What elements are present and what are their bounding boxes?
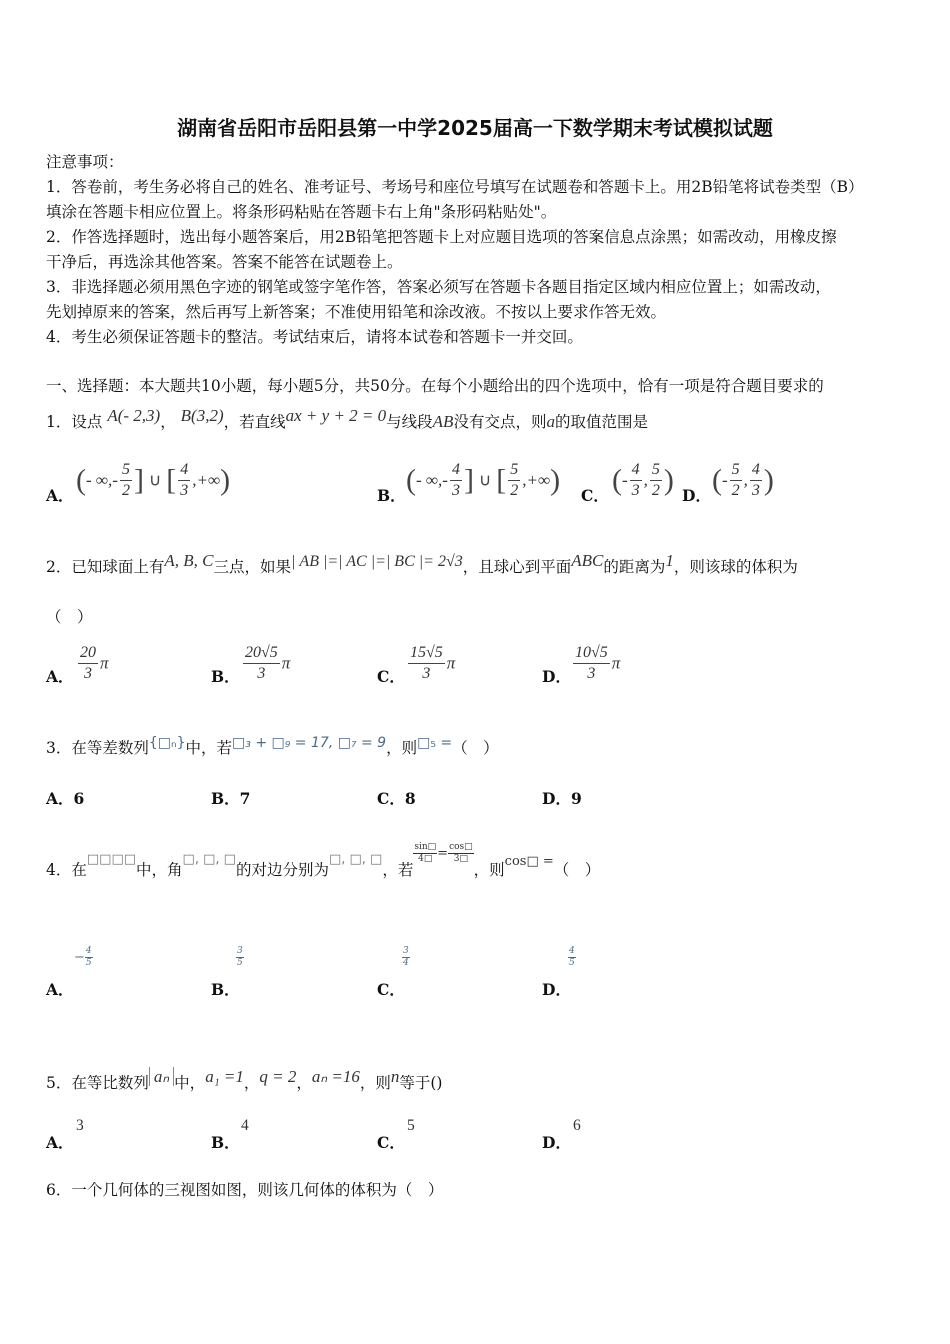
q3-number: 3． [46, 739, 72, 757]
q4-option-c-label: C． [377, 980, 405, 999]
q1-text-3: 与线段 [386, 413, 433, 431]
question-2 [46, 551, 798, 577]
q2-condition: | AB |=| AC |=| BC |= 2√3 [291, 553, 463, 570]
q5-an: aₙ =16 [311, 1067, 360, 1086]
q1-text: 设点 [71, 413, 103, 431]
q4-angles: □, □, □ [182, 852, 236, 867]
q5-number: 5． [46, 1074, 72, 1092]
q4-option-b-value: $\frac{3}{5}$ [237, 946, 243, 968]
q4-option-b-label: B． [211, 980, 240, 999]
notice-line-2: 填涂在答题卡相应位置上。将条形码粘贴在答题卡右上角"条形码粘贴处"。 [46, 203, 557, 221]
q5-text: 在等比数列 [71, 1074, 149, 1092]
q2-text-4: 的距离为 [603, 558, 666, 576]
q5-text-2: 中， [174, 1074, 206, 1092]
q3-text: 在等差数列 [71, 739, 149, 757]
q5-option-b-value: 4 [241, 1117, 249, 1134]
q5-a1: a₁ =1 [205, 1067, 244, 1086]
question-4 [46, 841, 601, 883]
q5-option-d-label: D． [542, 1133, 571, 1152]
q4-text: 在 [71, 861, 87, 879]
q5-option-a-label: A． [46, 1133, 74, 1152]
q3-option-d: D．9 [542, 789, 582, 808]
q4-option-d-label: D． [542, 980, 571, 999]
q2-points: A, B, C [164, 551, 214, 570]
question-6 [46, 1178, 443, 1200]
q1-sep: ， [160, 413, 176, 431]
q2-text: 已知球面上有 [71, 558, 165, 576]
q1-point-b: B(3,2) [180, 406, 224, 425]
q1-option-b-value: (- ∞,- $\frac{4}{3}$ ] ∪ [ $\frac{5}{2}$ ,+∞) [406, 461, 561, 499]
q4-option-a-value: − $\frac{4}{5}$ [74, 946, 92, 968]
q3-option-a: A．6 [46, 789, 85, 808]
q2-text-3: ，且球心到平面 [462, 558, 572, 576]
section-heading: 一、选择题：本大题共10小题，每小题5分，共50分。在每个小题给出的四个选项中，恰有一项是符合题目要求的 [46, 377, 824, 395]
q2-number: 2． [46, 558, 72, 576]
q4-triangle: □□□□ [86, 852, 137, 867]
q2-option-a-label: A． [46, 667, 74, 686]
notice-line-6: 先划掉原来的答案，然后再写上新答案；不准使用铅笔和涂改液。不按以上要求作答无效。 [46, 303, 667, 321]
q2-text-2: 三点，如果 [213, 558, 292, 576]
q3-option-b: B．7 [211, 789, 251, 808]
q2-paren: （ ） [46, 608, 93, 626]
q1-line-eq: ax + y + 2 = 0 [285, 406, 387, 425]
q1-option-a-value: (- ∞,- $\frac{5}{2}$ ] ∪ [ $\frac{4}{3}$ ,+∞) [76, 461, 231, 499]
q2-option-a-value: $\frac{20}{3}$ π [80, 644, 109, 682]
notice-line-5: 3．非选择题必须用黑色字迹的钢笔或签字笔作答，答案必须写在答题卡各题目指定区域内相应位置上；如需改动， [46, 278, 831, 296]
notice-heading: 注意事项： [46, 153, 124, 171]
q4-option-d-value: $\frac{4}{5}$ [569, 946, 575, 968]
q1-option-d-value: (- $\frac{5}{2}$ , $\frac{4}{3}$ ) [712, 461, 774, 499]
q6-text: 一个几何体的三视图如图，则该几何体的体积为（ ） [71, 1181, 444, 1199]
q1-option-d-label: D． [682, 486, 711, 505]
q1-option-c-label: C． [581, 486, 609, 505]
q1-number: 1． [46, 413, 72, 431]
q4-text-2: 中，角 [136, 861, 183, 879]
notice-line-1: 1．答卷前，考生务必将自己的姓名、准考证号、考场号和座位号填写在试题卷和答题卡上。用2B铅笔将试卷类型（B） [46, 178, 864, 196]
q4-option-a-label: A． [46, 980, 74, 999]
q5-ratio: q = 2 [259, 1067, 297, 1086]
q4-option-c-value: $\frac{3}{4}$ [403, 946, 409, 968]
q5-var-n: n [390, 1067, 400, 1086]
q5-option-c-label: C． [377, 1133, 405, 1152]
q3-ask: □₅ = [417, 735, 453, 751]
q5-option-a-value: 3 [76, 1117, 84, 1134]
q5-option-d-value: 6 [573, 1117, 581, 1134]
q4-paren: （ ） [553, 861, 601, 879]
notice-line-4: 干净后，再选涂其他答案。答案不能答在试题卷上。 [46, 253, 403, 271]
q4-sides: □, □, □ [328, 852, 383, 867]
q4-equation: $\frac{\sin□}{4□}$ = $\frac{\cos□}{3□}$ [414, 841, 473, 864]
q3-text-3: ，则 [386, 739, 418, 757]
q2-plane: ABC [571, 551, 604, 570]
q5-sequence: aₙ [149, 1067, 174, 1086]
q3-condition: □₃ + □₉ = 17, □₇ = 9 [232, 735, 387, 751]
q4-text-5: ，则 [473, 861, 505, 879]
question-3 [46, 736, 499, 758]
q3-paren: （ ） [452, 739, 499, 757]
q1-option-a-label: A． [46, 486, 74, 505]
question-1 [46, 406, 648, 432]
exam-title: 湖南省岳阳市岳阳县第一中学2025届高一下数学期末考试模拟试题 [177, 116, 773, 140]
q2-option-c-label: C． [377, 667, 405, 686]
q2-option-d-label: D． [542, 667, 571, 686]
question-5 [46, 1067, 443, 1093]
notice-line-3: 2．作答选择题时，选出每小题答案后，用2B铅笔把答题卡上对应题目选项的答案信息点涂黑；如需改动，用橡皮擦 [46, 228, 837, 246]
q3-option-c: C．8 [377, 789, 416, 808]
q1-text-4: 没有交点，则 [453, 413, 547, 431]
notice-line-7: 4．考生必须保证答题卡的整洁。考试结束后，请将本试卷和答题卡一并交回。 [46, 328, 583, 346]
q2-option-d-value: $\frac{10√5}{3}$ π [575, 644, 621, 682]
q4-text-3: 的对边分别为 [235, 861, 329, 879]
q5-comma-2: ， [296, 1074, 312, 1092]
q1-var-a: a [546, 412, 555, 431]
q1-point-a: A(- 2,3) [107, 406, 161, 425]
q6-number: 6． [46, 1181, 72, 1199]
q1-option-c-value: (- $\frac{4}{3}$ , $\frac{5}{2}$ ) [612, 461, 674, 499]
q3-sequence: {□ₙ} [148, 735, 186, 751]
q1-option-b-label: B． [377, 486, 406, 505]
q4-ask: cos□ = [504, 854, 554, 869]
q5-comma-1: ， [243, 1074, 260, 1092]
q5-text-3: ，则 [359, 1074, 391, 1092]
q1-text-5: 的取值范围是 [554, 413, 648, 431]
q2-option-b-label: B． [211, 667, 240, 686]
q3-text-2: 中，若 [185, 739, 233, 757]
q1-segment: AB [432, 412, 454, 431]
q2-option-b-value: $\frac{20√5}{3}$ π [245, 644, 291, 682]
q5-option-c-value: 5 [407, 1117, 415, 1134]
q2-distance: 1 [665, 551, 674, 570]
q4-number: 4． [46, 861, 72, 879]
q1-text-2: ，若直线 [223, 413, 286, 431]
q5-text-4: 等于() [399, 1074, 443, 1092]
q2-text-5: ，则该球的体积为 [673, 558, 798, 576]
q2-option-c-value: $\frac{15√5}{3}$ π [410, 644, 456, 682]
q5-option-b-label: B． [211, 1133, 240, 1152]
q4-text-4: ，若 [382, 861, 414, 879]
